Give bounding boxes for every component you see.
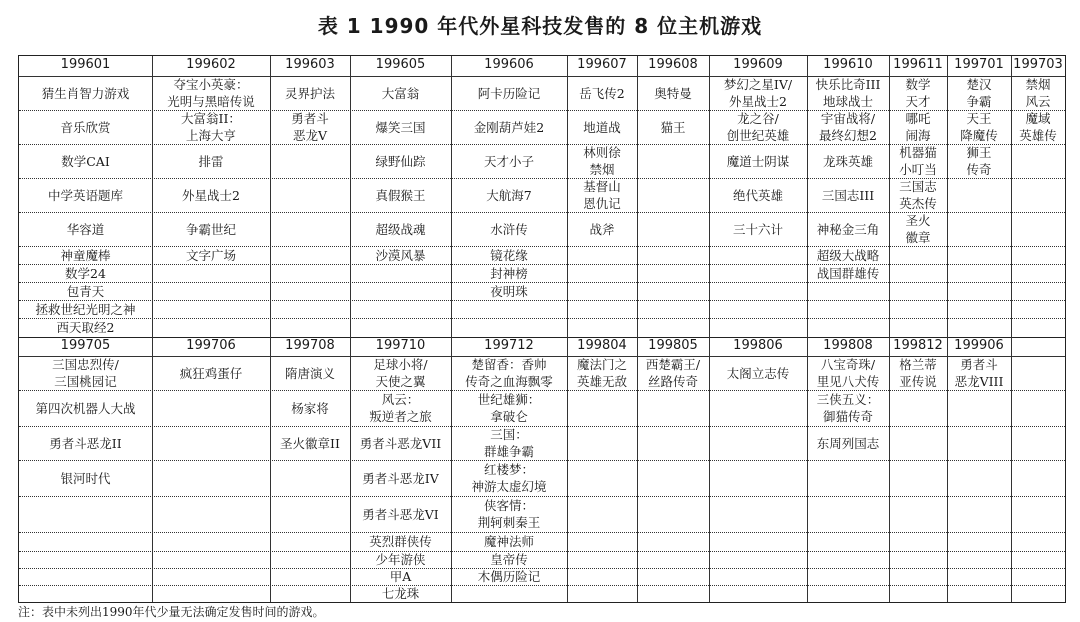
game-title: 圣火徽章II xyxy=(280,435,340,451)
game-cell xyxy=(947,110,1011,144)
game-cell xyxy=(19,144,152,178)
game-title: 隋唐演义 xyxy=(284,365,335,381)
game-title: 七龙珠 xyxy=(381,586,420,601)
game-title: 大富翁II： 上海大亨 xyxy=(181,111,241,143)
game-title: 机器猫 小叮当 xyxy=(899,145,937,177)
game-title: 文字广场 xyxy=(185,247,236,263)
month-header: 199609 xyxy=(733,57,783,72)
game-cell xyxy=(152,110,270,144)
game-title: 林则徐 禁烟 xyxy=(583,145,621,177)
game-cell xyxy=(451,264,567,282)
game-title: 争霸世纪 xyxy=(185,221,236,237)
game-title: 数学CAI xyxy=(61,153,110,169)
game-title: 红楼梦： 神游太虚幻境 xyxy=(471,462,547,494)
game-title: 疯狂鸡蛋仔 xyxy=(179,365,243,381)
game-cell xyxy=(270,76,350,110)
game-title: 中学英语题库 xyxy=(47,187,123,203)
game-cell xyxy=(1011,110,1065,144)
row-divider xyxy=(19,300,1065,301)
month-header: 199712 xyxy=(484,338,534,353)
game-cell xyxy=(709,212,807,246)
game-title: 龙珠英雄 xyxy=(822,153,873,169)
game-title: 水浒传 xyxy=(490,221,528,237)
game-cell xyxy=(1011,76,1065,110)
game-title: 勇者斗恶龙VII xyxy=(359,435,442,451)
game-cell xyxy=(451,282,567,300)
game-title: 勇者斗恶龙IV xyxy=(362,470,439,486)
game-title: 皇帝传 xyxy=(490,552,528,567)
game-title: 勇者斗恶龙VI xyxy=(362,506,439,522)
game-cell xyxy=(19,390,152,426)
game-title: 三国： 群雄争霸 xyxy=(483,427,534,459)
column-divider xyxy=(1011,337,1012,602)
game-title: 勇者斗恶龙II xyxy=(49,435,122,451)
game-cell xyxy=(451,178,567,212)
game-title: 狮王 传奇 xyxy=(966,145,992,177)
game-cell xyxy=(152,356,270,390)
month-header: 199701 xyxy=(954,57,1004,72)
game-title: 神秘金三角 xyxy=(816,221,880,237)
game-cell xyxy=(567,356,637,390)
game-cell xyxy=(19,212,152,246)
game-cell xyxy=(350,178,451,212)
game-title: 大航海7 xyxy=(486,187,532,203)
game-title: 三十六计 xyxy=(732,221,783,237)
game-cell xyxy=(152,212,270,246)
game-cell xyxy=(889,356,947,390)
game-cell xyxy=(889,76,947,110)
game-title: 神童魔棒 xyxy=(60,247,111,263)
month-header: 199610 xyxy=(823,57,873,72)
game-title: 银河时代 xyxy=(60,470,111,486)
game-cell xyxy=(807,76,889,110)
game-cell xyxy=(709,144,807,178)
game-cell xyxy=(451,212,567,246)
game-cell xyxy=(807,110,889,144)
game-cell xyxy=(350,76,451,110)
game-cell xyxy=(709,356,807,390)
game-cell xyxy=(807,390,889,426)
game-title: 数学 天才 xyxy=(905,77,931,109)
game-title: 爆笑三国 xyxy=(375,119,426,135)
game-cell xyxy=(567,76,637,110)
game-title: 地道战 xyxy=(583,119,621,135)
game-cell xyxy=(451,246,567,264)
month-header: 199705 xyxy=(60,338,111,353)
game-cell xyxy=(19,110,152,144)
game-cell xyxy=(19,318,152,336)
game-cell xyxy=(350,212,451,246)
game-title: 勇者斗 恶龙VIII xyxy=(954,357,1004,389)
game-title: 快乐比奇III 地球战士 xyxy=(815,77,881,109)
game-cell xyxy=(350,568,451,585)
game-title: 禁烟 风云 xyxy=(1025,77,1051,109)
month-header: 199805 xyxy=(648,338,698,353)
game-title: 真假猴王 xyxy=(375,187,426,203)
game-title: 格兰蒂 亚传说 xyxy=(899,357,937,389)
game-cell xyxy=(807,178,889,212)
game-cell xyxy=(451,551,567,568)
game-title: 猫王 xyxy=(660,119,686,135)
game-title: 宇宙战将/ 最终幻想2 xyxy=(819,111,877,143)
game-title: 世纪雄狮： 拿破仑 xyxy=(477,392,541,424)
game-title: 超级大战略 xyxy=(816,247,880,263)
game-cell xyxy=(807,426,889,460)
game-title: 奥特曼 xyxy=(654,85,692,101)
month-header: 199812 xyxy=(893,338,943,353)
game-title: 魔道士阴谋 xyxy=(726,153,790,169)
game-cell xyxy=(947,356,1011,390)
game-title: 楚汉 争霸 xyxy=(966,77,992,109)
game-title: 八宝奇珠/ 里见八犬传 xyxy=(816,357,880,389)
game-title: 少年游侠 xyxy=(375,552,426,567)
game-title: 木偶历险记 xyxy=(477,569,541,584)
game-cell xyxy=(350,532,451,551)
game-cell xyxy=(350,551,451,568)
month-header: 199906 xyxy=(954,338,1004,353)
game-cell xyxy=(270,110,350,144)
game-cell xyxy=(152,144,270,178)
game-cell xyxy=(152,178,270,212)
game-cell xyxy=(350,144,451,178)
month-header: 199706 xyxy=(186,338,236,353)
game-cell xyxy=(709,110,807,144)
game-title: 太阁立志传 xyxy=(726,365,790,381)
game-title: 基督山 恩仇记 xyxy=(583,179,621,211)
game-cell xyxy=(270,426,350,460)
game-title: 勇者斗 恶龙V xyxy=(291,111,329,143)
game-cell xyxy=(19,246,152,264)
game-title: 华容道 xyxy=(66,221,105,237)
game-title: 金刚葫芦娃2 xyxy=(473,119,545,135)
game-title: 风云： 叛逆者之旅 xyxy=(369,392,432,424)
game-title: 三国志III xyxy=(821,187,875,203)
game-cell xyxy=(451,390,567,426)
month-header: 199606 xyxy=(484,57,534,72)
game-cell xyxy=(451,144,567,178)
game-title: 拯救世纪光明之神 xyxy=(35,301,136,317)
game-title: 魔法门之 英雄无敌 xyxy=(576,357,627,389)
game-cell xyxy=(807,144,889,178)
game-cell xyxy=(451,76,567,110)
game-cell xyxy=(709,76,807,110)
game-cell xyxy=(947,144,1011,178)
game-title: 夜明珠 xyxy=(490,283,528,299)
month-header: 199804 xyxy=(577,338,627,353)
month-header: 199601 xyxy=(60,57,111,72)
game-cell xyxy=(807,212,889,246)
game-title: 龙之谷/ 创世纪英雄 xyxy=(726,111,790,143)
game-title: 三国志 英杰传 xyxy=(899,179,937,211)
game-title: 三国忠烈传/ 三国桃园记 xyxy=(52,357,119,389)
game-cell xyxy=(350,460,451,496)
game-title: 西楚霸王/ 丝路传奇 xyxy=(645,357,701,389)
game-title: 天才小子 xyxy=(483,153,534,169)
game-cell xyxy=(350,246,451,264)
game-title: 梦幻之星IV/ 外星战士2 xyxy=(723,77,793,109)
table-title: 表 1 1990 年代外星科技发售的 8 位主机游戏 xyxy=(317,14,763,38)
game-title: 绝代英雄 xyxy=(732,187,783,203)
game-title: 数学24 xyxy=(65,265,106,281)
game-cell xyxy=(451,568,567,585)
game-cell xyxy=(637,110,709,144)
game-cell xyxy=(350,110,451,144)
release-table xyxy=(18,55,1066,603)
month-header: 199611 xyxy=(893,57,943,72)
month-header: 199710 xyxy=(375,338,426,353)
game-cell xyxy=(152,246,270,264)
game-title: 东周列国志 xyxy=(816,435,880,451)
game-title: 战斧 xyxy=(589,221,615,237)
table-footnote: 注：表中未列出1990年代少量无法确定发售时间的游戏。 xyxy=(18,605,325,619)
game-title: 阿卡历险记 xyxy=(477,85,541,101)
game-cell xyxy=(451,532,567,551)
game-cell xyxy=(19,282,152,300)
game-title: 甲A xyxy=(389,569,412,584)
game-cell xyxy=(567,178,637,212)
game-cell xyxy=(350,356,451,390)
month-header: 199602 xyxy=(186,57,236,72)
month-header: 199703 xyxy=(1013,57,1063,72)
game-cell xyxy=(350,426,451,460)
game-cell xyxy=(451,426,567,460)
game-cell xyxy=(807,246,889,264)
game-cell xyxy=(889,212,947,246)
game-title: 足球小将/ 天使之翼 xyxy=(373,357,428,389)
game-cell xyxy=(270,390,350,426)
game-title: 音乐欣赏 xyxy=(60,119,111,135)
game-cell xyxy=(889,110,947,144)
game-cell xyxy=(709,178,807,212)
game-cell xyxy=(889,178,947,212)
game-cell xyxy=(19,300,152,318)
game-title: 排雷 xyxy=(198,153,224,169)
game-title: 杨家将 xyxy=(291,400,329,416)
game-title: 圣火 徽章 xyxy=(905,213,931,245)
game-title: 沙漠风暴 xyxy=(375,247,426,263)
game-title: 灵界护法 xyxy=(284,85,335,101)
game-cell xyxy=(19,356,152,390)
game-title: 三侠五义： 御猫传奇 xyxy=(816,392,880,424)
month-header: 199605 xyxy=(375,57,426,72)
game-title: 封神榜 xyxy=(490,265,528,281)
game-cell xyxy=(567,144,637,178)
month-header: 199806 xyxy=(733,338,783,353)
game-cell xyxy=(19,426,152,460)
game-title: 猜生肖智力游戏 xyxy=(41,85,130,101)
game-cell xyxy=(19,264,152,282)
month-header: 199607 xyxy=(577,57,627,72)
month-header: 199603 xyxy=(285,57,335,72)
game-title: 魔域 英雄传 xyxy=(1019,111,1057,143)
month-header: 199808 xyxy=(823,338,873,353)
game-cell xyxy=(807,264,889,282)
game-cell xyxy=(270,356,350,390)
game-title: 夺宝小英豪： 光明与黑暗传说 xyxy=(167,77,255,109)
game-title: 楚留香：香帅 传奇之血海飘零 xyxy=(465,357,553,389)
game-title: 绿野仙踪 xyxy=(375,153,426,169)
game-title: 哪吒 闹海 xyxy=(905,111,931,143)
game-title: 外星战士2 xyxy=(182,187,240,203)
game-title: 大富翁 xyxy=(381,85,420,101)
game-cell xyxy=(152,76,270,110)
game-title: 镜花缘 xyxy=(490,247,528,263)
game-cell xyxy=(451,460,567,496)
game-cell xyxy=(350,496,451,532)
month-header: 199708 xyxy=(285,338,335,353)
game-cell xyxy=(567,110,637,144)
game-title: 超级战魂 xyxy=(375,221,426,237)
game-title: 岳飞传2 xyxy=(579,85,625,101)
game-cell xyxy=(807,356,889,390)
game-cell xyxy=(451,356,567,390)
game-cell xyxy=(350,390,451,426)
game-cell xyxy=(19,178,152,212)
game-title: 天王 降魔传 xyxy=(960,111,998,143)
game-title: 侠客情： 荆轲刺秦王 xyxy=(477,498,541,530)
game-cell xyxy=(19,460,152,496)
game-cell xyxy=(637,356,709,390)
game-title: 战国群雄传 xyxy=(816,265,880,281)
game-cell xyxy=(567,212,637,246)
row-divider xyxy=(19,318,1065,319)
row-divider xyxy=(19,585,1065,586)
game-title: 包青天 xyxy=(66,283,105,299)
game-cell xyxy=(350,585,451,602)
game-title: 西天取经2 xyxy=(56,319,115,335)
game-cell xyxy=(451,110,567,144)
month-header: 199608 xyxy=(648,57,698,72)
game-cell xyxy=(637,76,709,110)
game-title: 第四次机器人大战 xyxy=(35,400,136,416)
game-cell xyxy=(19,76,152,110)
game-title: 魔神法师 xyxy=(483,534,534,549)
game-cell xyxy=(947,76,1011,110)
game-cell xyxy=(889,144,947,178)
game-cell xyxy=(451,496,567,532)
game-title: 英烈群侠传 xyxy=(369,534,432,549)
